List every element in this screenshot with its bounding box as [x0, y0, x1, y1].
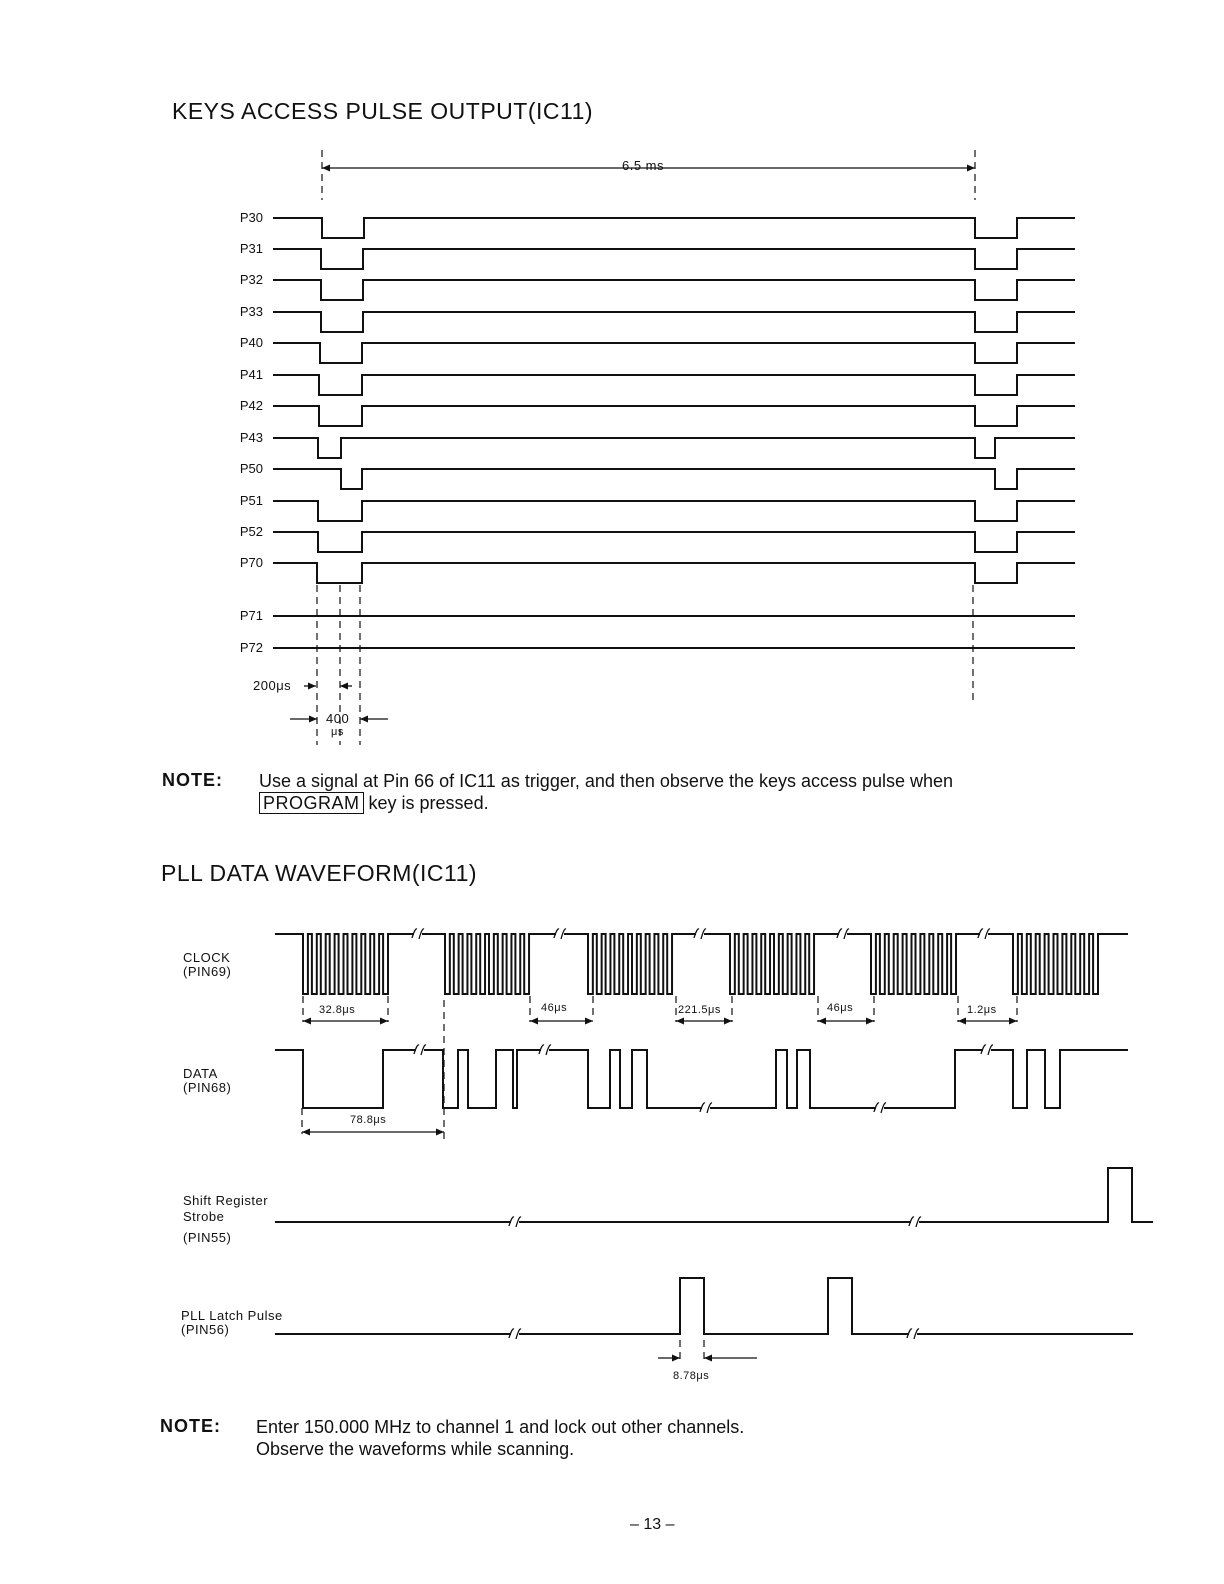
note1-label: NOTE:: [162, 770, 223, 790]
dim-latch-arrow-right: [704, 1355, 712, 1362]
keys-section-title: KEYS ACCESS PULSE OUTPUT(IC11): [172, 98, 594, 124]
note2-line2: Observe the waveforms while scanning.: [256, 1439, 575, 1459]
dim-400-unit-label: μs: [331, 726, 344, 738]
signal-label-p30: P30: [239, 210, 263, 225]
note2-line1: Enter 150.000 MHz to channel 1 and lock out other channels.: [256, 1417, 745, 1437]
dim-latch-width: 8.78μs: [673, 1370, 710, 1382]
strobe-pin-label: (PIN55): [183, 1230, 232, 1245]
dim-clock-group: 32.8μs: [319, 1004, 356, 1016]
dim-clock-period-arrow-right: [1009, 1018, 1017, 1025]
strobe-waveform: [275, 1168, 1153, 1222]
data-pin-label: (PIN68): [183, 1080, 232, 1095]
data-label: DATA: [183, 1066, 218, 1081]
signal-label-p33: P33: [239, 304, 263, 319]
signal-label-p41: P41: [239, 367, 263, 382]
dim-data-bit-arrow-left: [302, 1129, 310, 1136]
waveform-p50: [273, 469, 1075, 489]
waveform-p33: [273, 312, 1075, 332]
waveform-p32: [273, 280, 1075, 300]
latch-waveform: [275, 1278, 1133, 1334]
pll-section-title: PLL DATA WAVEFORM(IC11): [161, 860, 478, 886]
note1-line2-rest: key is pressed.: [368, 793, 489, 813]
signal-label-p43: P43: [239, 430, 263, 445]
latch-label: PLL Latch Pulse: [181, 1308, 283, 1323]
signal-label-p31: P31: [239, 241, 263, 256]
data-waveform: [275, 1050, 1128, 1108]
dim-data-bit-arrow-right: [436, 1129, 444, 1136]
keys-waveforms: [273, 150, 1075, 745]
signal-label-p32: P32: [239, 272, 263, 287]
dim-200us-label: 200μs: [253, 678, 292, 693]
note1-line1: Use a signal at Pin 66 of IC11 as trigger, and then observe the keys access pulse when: [259, 771, 954, 791]
dim-gap2: 221.5μs: [678, 1004, 721, 1016]
dim-gap3-arrow-left: [818, 1018, 826, 1025]
waveform-p52: [273, 532, 1075, 552]
note2-label: NOTE:: [160, 1416, 221, 1436]
signal-label-p40: P40: [239, 335, 263, 350]
waveform-p41: [273, 375, 1075, 395]
clock-label: CLOCK: [183, 950, 231, 965]
waveform-p31: [273, 249, 1075, 269]
signal-label-p50: P50: [239, 461, 263, 476]
dim-400-arrow-right: [360, 716, 368, 723]
page-number: – 13 –: [630, 1516, 675, 1533]
dim-clock-group-arrow-left: [303, 1018, 311, 1025]
dim-200-arrow-left: [308, 683, 316, 690]
dim-gap1-arrow-right: [585, 1018, 593, 1025]
dim-clock-group-arrow-right: [380, 1018, 388, 1025]
dim-gap3-arrow-right: [866, 1018, 874, 1025]
clock-waveform: [275, 934, 1128, 994]
waveform-p70: [273, 563, 1075, 583]
dim-data-bit: 78.8μs: [350, 1114, 387, 1126]
strobe-label-line1: Shift Register: [183, 1193, 269, 1208]
pll-waveforms: [275, 929, 1153, 1362]
dim-gap3: 46μs: [827, 1002, 854, 1014]
dim-200-arrow-right: [340, 683, 348, 690]
waveform-p43: [273, 438, 1075, 458]
period-label: 6.5 ms: [619, 158, 667, 173]
dim-clock-period: 1.2μs: [967, 1004, 997, 1016]
clock-pin-label: (PIN69): [183, 964, 232, 979]
dim-gap2-arrow-right: [724, 1018, 732, 1025]
dim-clock-period-arrow-left: [958, 1018, 966, 1025]
period-arrow-left: [322, 165, 330, 172]
signal-label-p72: P72: [239, 640, 263, 655]
dim-latch-arrow-left: [672, 1355, 680, 1362]
waveform-p51: [273, 501, 1075, 521]
signal-label-p42: P42: [239, 398, 263, 413]
signal-label-p71: P71: [239, 608, 263, 623]
strobe-label-line2: Strobe: [183, 1209, 225, 1224]
dim-gap1: 46μs: [541, 1002, 568, 1014]
dim-400-arrow-left: [309, 716, 317, 723]
waveform-p40: [273, 343, 1075, 363]
program-key: PROGRAM: [259, 792, 364, 814]
signal-label-p51: P51: [239, 493, 263, 508]
period-arrow-right: [967, 165, 975, 172]
dim-400-label: 400: [326, 711, 350, 726]
signal-label-p52: P52: [239, 524, 263, 539]
waveform-p42: [273, 406, 1075, 426]
waveform-p30: [273, 218, 1075, 238]
dim-gap2-arrow-left: [676, 1018, 684, 1025]
signal-label-p70: P70: [239, 555, 263, 570]
latch-pin-label: (PIN56): [181, 1322, 230, 1337]
dim-gap1-arrow-left: [530, 1018, 538, 1025]
